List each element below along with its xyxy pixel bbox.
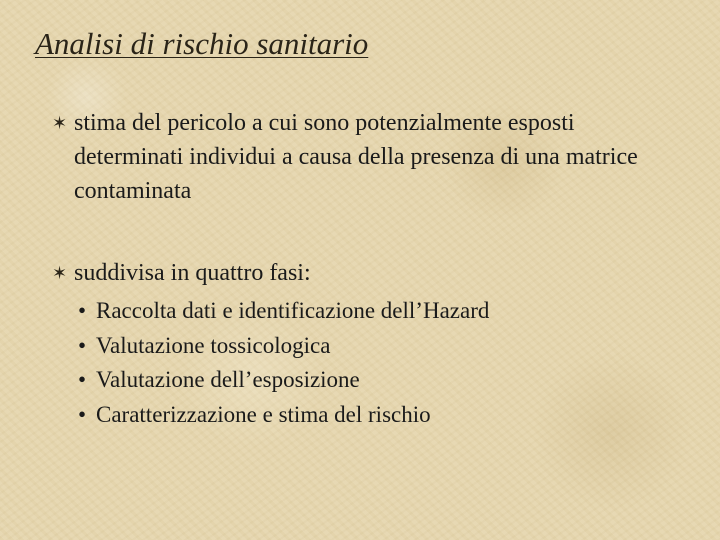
bullet-item — [52, 106, 672, 208]
phase-text: Caratterizzazione e stima del rischio — [96, 401, 431, 427]
bullet-text: suddivisa in quattro fasi: — [74, 260, 311, 286]
star-bullet-icon: ✶ — [52, 263, 68, 283]
bullet-dot-icon: • — [78, 401, 87, 427]
slide-title: Analisi di rischio sanitario — [35, 26, 369, 61]
bullet-dot-icon: • — [78, 332, 87, 358]
bullet-item — [52, 256, 672, 290]
bullet-text: stima del pericolo a cui sono potenzialmente esposti determinati individui a causa della presenza di una matrice contaminata — [74, 110, 638, 204]
star-bullet-icon: ✶ — [52, 113, 68, 133]
phase-item — [78, 329, 489, 364]
phase-text: Raccolta dati e identificazione dell’Hazard — [96, 298, 490, 323]
phase-item — [78, 398, 489, 433]
phase-text: Valutazione dell’esposizione — [96, 367, 360, 392]
bullet-dot-icon: • — [78, 298, 87, 323]
phase-text: Valutazione tossicologica — [96, 332, 331, 358]
phase-item — [78, 363, 489, 398]
phase-item — [78, 294, 489, 329]
phase-list — [78, 294, 489, 432]
bullet-dot-icon: • — [78, 367, 87, 392]
